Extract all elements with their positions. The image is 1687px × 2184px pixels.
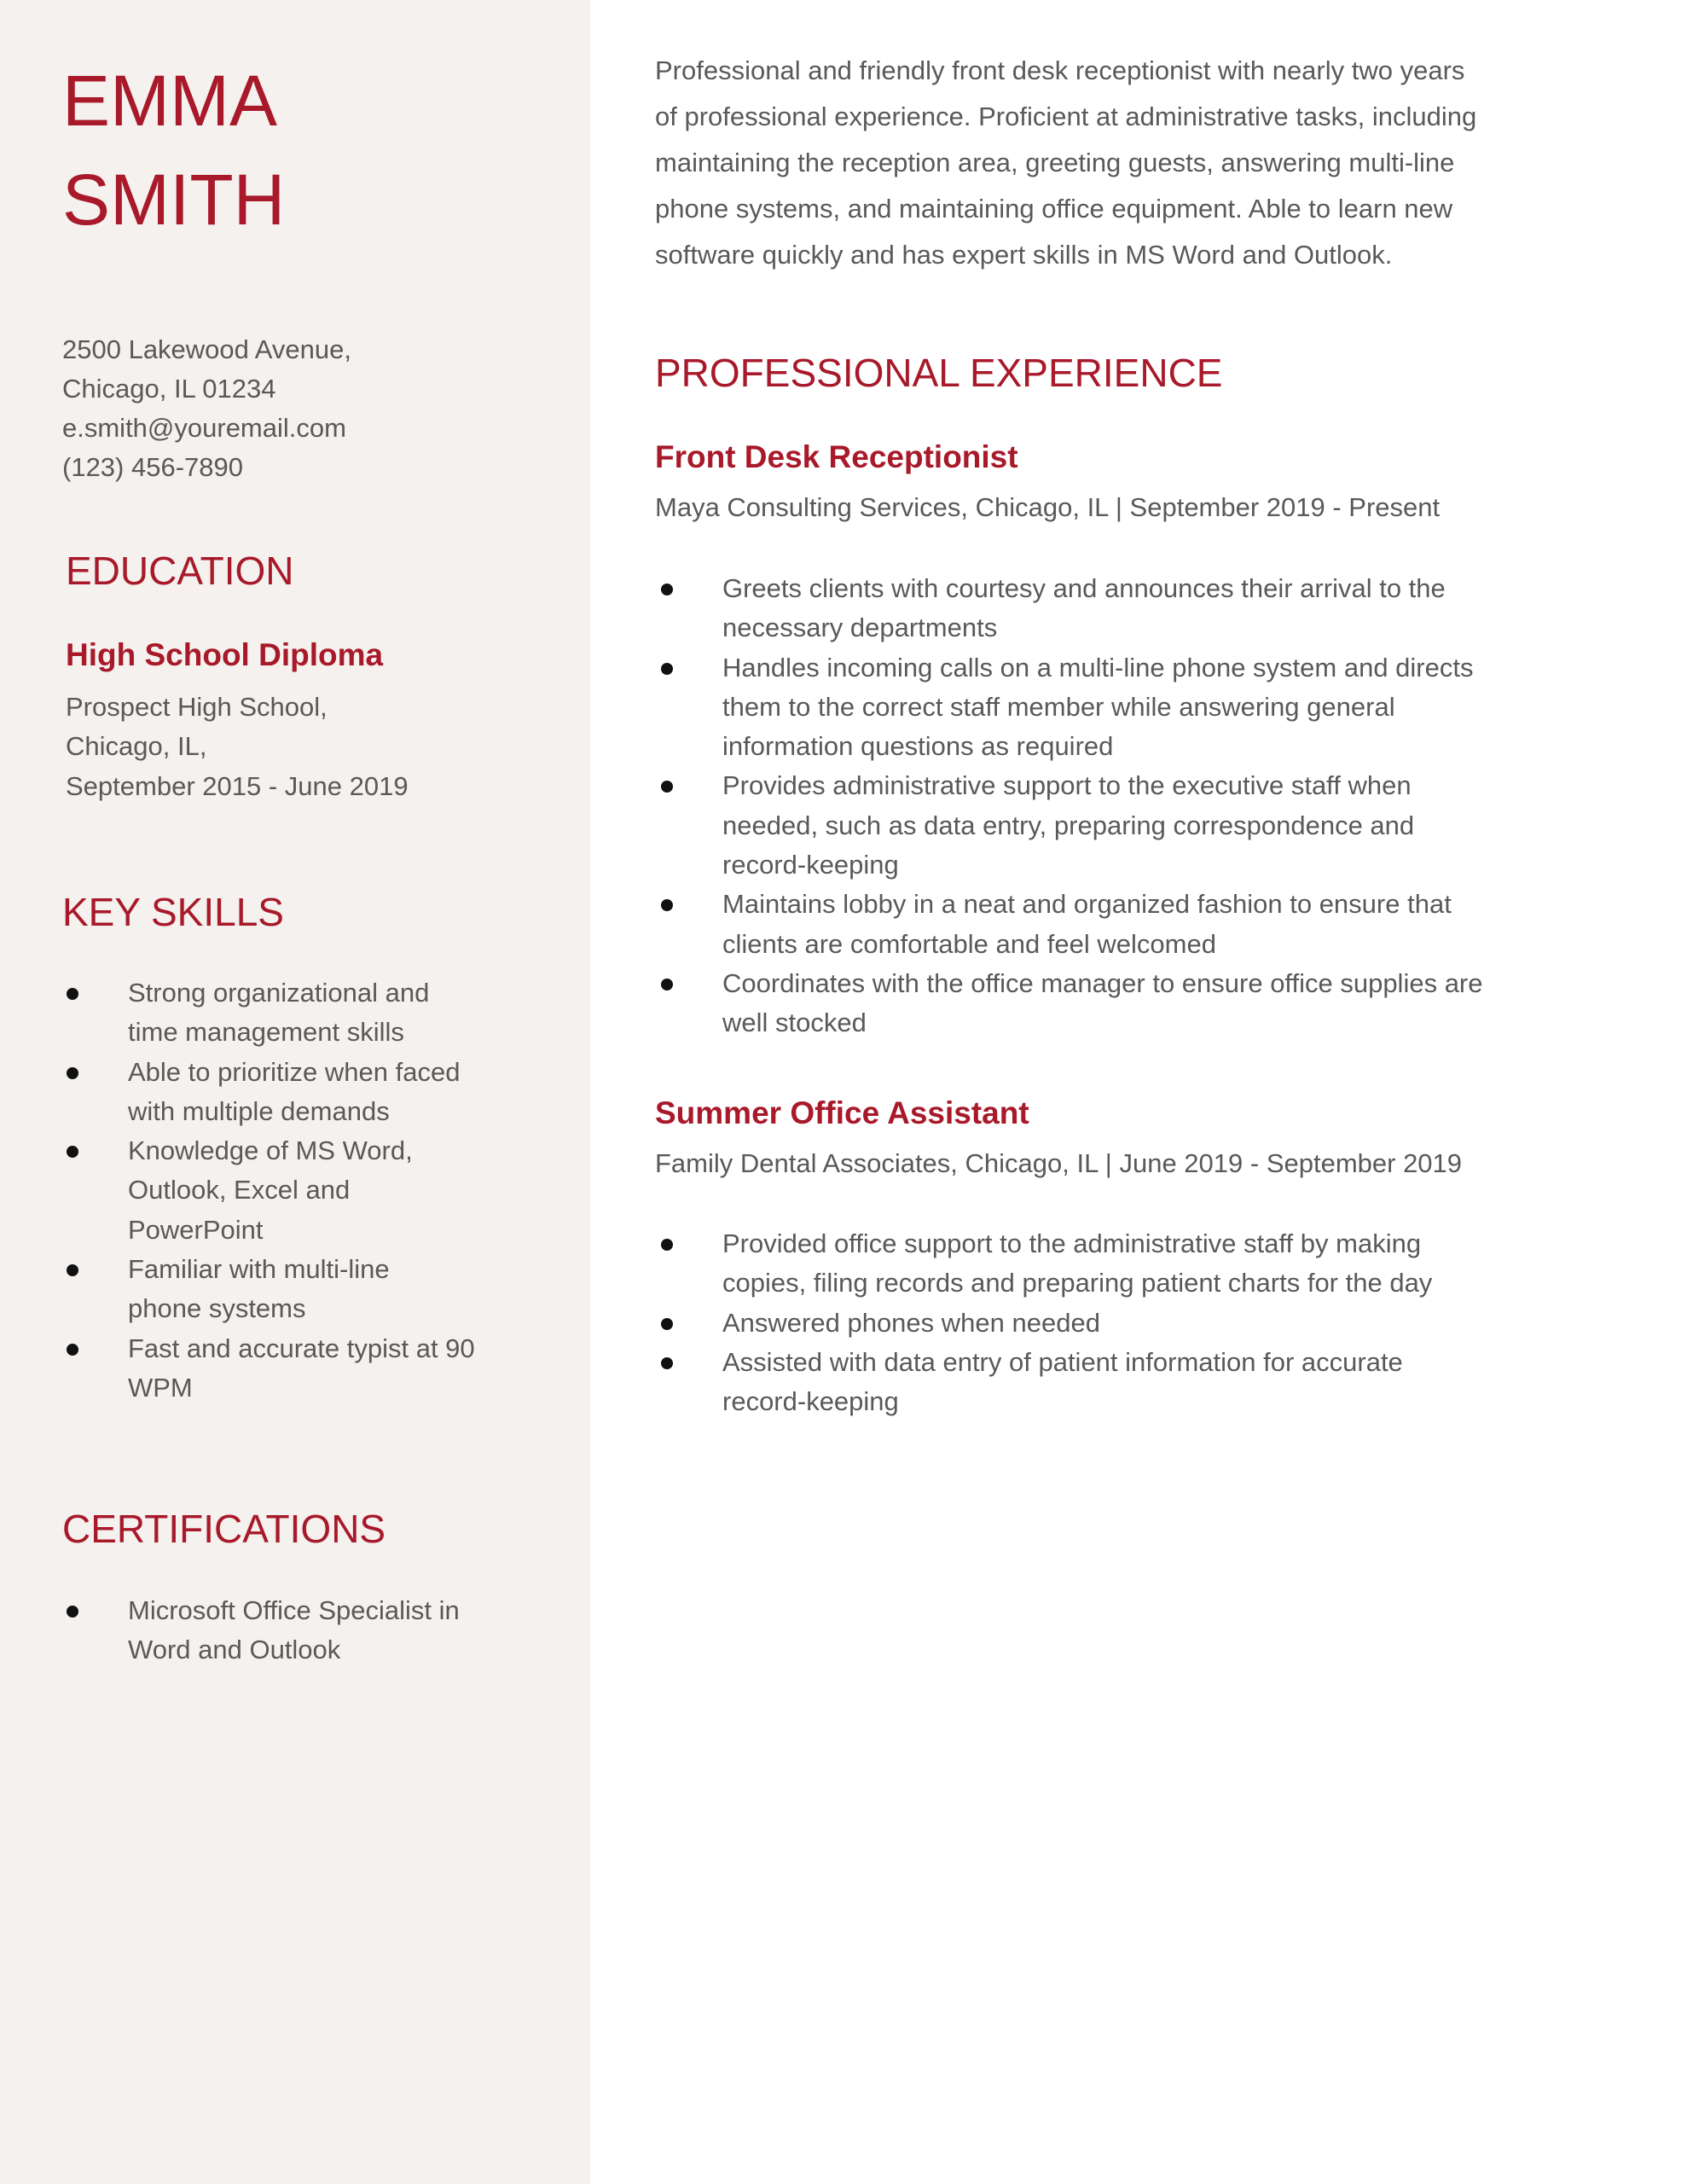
education-dates: September 2015 - June 2019: [66, 771, 409, 801]
list-item-text: Fast and accurate typist at 90: [128, 1333, 475, 1363]
list-item-text: Handles incoming calls on a multi-line phone system and directs: [722, 652, 1474, 682]
address-line-2: Chicago, IL 01234: [62, 374, 276, 404]
list-item-text: Answered phones when needed: [722, 1307, 1100, 1338]
list-item-text: Strong organizational and: [128, 978, 430, 1008]
list-item-text: Microsoft Office Specialist in: [128, 1595, 460, 1625]
list-item-text: Outlook, Excel and: [128, 1175, 351, 1205]
summary: [655, 48, 1476, 278]
email: e.smith@youremail.com: [62, 413, 346, 443]
education-heading: EDUCATION: [66, 549, 294, 593]
list-item-text: Familiar with multi-line: [128, 1254, 390, 1285]
list-item-text: clients are comfortable and feel welcomed: [722, 928, 1216, 959]
job-bullets: [661, 569, 1483, 1043]
certifications-heading: CERTIFICATIONS: [62, 1507, 386, 1551]
list-item: [67, 1250, 475, 1329]
bullet-icon: [661, 584, 673, 595]
list-item: [661, 1304, 1432, 1343]
bullet-icon: [661, 899, 673, 911]
list-item-text: information questions as required: [722, 731, 1114, 762]
list-item: [661, 766, 1483, 885]
list-item-text: Provides administrative support to the executive staff when: [722, 770, 1412, 801]
summary-line: software quickly and has expert skills in MS Word and Outlook.: [655, 240, 1393, 270]
list-item-text: with multiple demands: [128, 1095, 390, 1126]
list-item-text: them to the correct staff member while answering general: [722, 691, 1395, 722]
bullet-icon: [67, 1606, 78, 1618]
skills-heading: KEY SKILLS: [62, 890, 284, 934]
list-item-text: PowerPoint: [128, 1214, 264, 1245]
job-bullets: [661, 1224, 1432, 1421]
job-title: Summer Office Assistant: [655, 1095, 1029, 1130]
list-item-text: necessary departments: [722, 613, 998, 643]
list-item: [661, 1224, 1432, 1304]
summary-line: of professional experience. Proficient at administrative tasks, including: [655, 102, 1477, 131]
list-item-text: Able to prioritize when faced: [128, 1056, 461, 1087]
school-location: Chicago, IL,: [66, 731, 207, 761]
bullet-icon: [67, 1067, 78, 1079]
summary-line: maintaining the reception area, greeting guests, answering multi-line: [655, 148, 1455, 177]
list-item-text: phone systems: [128, 1293, 306, 1324]
address-line-1: 2500 Lakewood Avenue,: [62, 334, 352, 364]
list-item-text: well stocked: [722, 1008, 867, 1038]
phone: (123) 456-7890: [62, 452, 243, 482]
bullet-icon: [661, 1357, 673, 1369]
list-item: [661, 1343, 1432, 1422]
list-item: [67, 1053, 475, 1132]
job-meta: Maya Consulting Services, Chicago, IL | September 2019 - Present: [655, 492, 1441, 522]
first-name: EMMA: [62, 61, 277, 141]
list-item: [661, 648, 1483, 767]
list-item-text: needed, such as data entry, preparing correspondence and: [722, 810, 1415, 840]
skills-list: [67, 973, 475, 1408]
summary-line: phone systems, and maintaining office equipment. Able to learn new: [655, 194, 1453, 224]
certifications-list: [67, 1591, 460, 1670]
last-name: SMITH: [62, 160, 286, 240]
list-item-text: Coordinates with the office manager to ensure office supplies are: [722, 967, 1483, 998]
bullet-icon: [67, 1264, 78, 1276]
job-title: Front Desk Receptionist: [655, 439, 1018, 474]
list-item-text: Greets clients with courtesy and announces their arrival to the: [722, 573, 1446, 603]
list-item: [661, 964, 1483, 1043]
list-item: [67, 1329, 475, 1409]
list-item: [661, 569, 1483, 648]
list-item-text: Word and Outlook: [128, 1635, 341, 1665]
degree-title: High School Diploma: [66, 637, 384, 672]
bullet-icon: [67, 988, 78, 1000]
list-item-text: record-keeping: [722, 850, 899, 880]
summary-line: Professional and friendly front desk receptionist with nearly two years: [655, 55, 1465, 85]
bullet-icon: [661, 979, 673, 990]
bullet-icon: [661, 1318, 673, 1330]
list-item-text: Maintains lobby in a neat and organized fashion to ensure that: [722, 889, 1452, 920]
list-item-text: WPM: [128, 1372, 193, 1403]
list-item: [67, 1591, 460, 1670]
experience-heading: PROFESSIONAL EXPERIENCE: [655, 351, 1223, 395]
list-item-text: Assisted with data entry of patient information for accurate: [722, 1346, 1403, 1377]
list-item-text: copies, filing records and preparing patient charts for the day: [722, 1268, 1433, 1298]
list-item-text: time management skills: [128, 1017, 404, 1048]
list-item-text: record-keeping: [722, 1386, 899, 1417]
list-item: [67, 973, 475, 1053]
list-item: [661, 885, 1483, 964]
list-item-text: Knowledge of MS Word,: [128, 1136, 413, 1166]
job-meta: Family Dental Associates, Chicago, IL | June 2019 - September 2019: [655, 1148, 1463, 1178]
list-item-text: Provided office support to the administrative staff by making: [722, 1228, 1422, 1258]
bullet-icon: [661, 781, 673, 793]
school-name: Prospect High School,: [66, 692, 328, 722]
bullet-icon: [67, 1146, 78, 1158]
bullet-icon: [67, 1344, 78, 1356]
bullet-icon: [661, 663, 673, 675]
bullet-icon: [661, 1239, 673, 1251]
list-item: [67, 1131, 475, 1250]
